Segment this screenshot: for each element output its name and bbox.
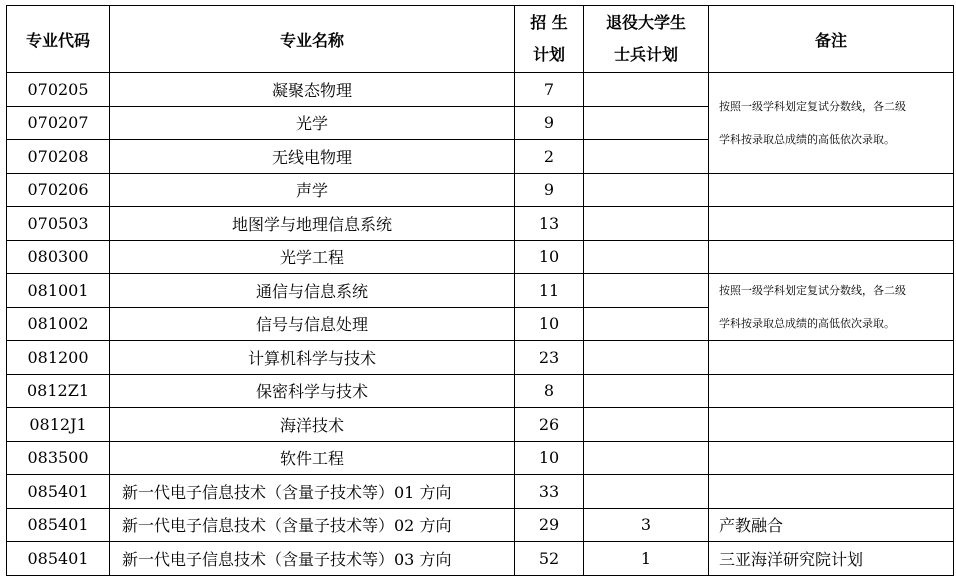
cell-code: 085401 bbox=[7, 475, 110, 509]
table-row bbox=[7, 441, 954, 475]
cell-plan: 8 bbox=[515, 374, 584, 408]
cell-note bbox=[709, 173, 954, 207]
cell-code: 0812Z1 bbox=[7, 374, 110, 408]
cell-veteran bbox=[584, 140, 709, 174]
cell-name: 新一代电子信息技术（含量子技术等）03 方向 bbox=[110, 542, 515, 576]
cell-plan: 23 bbox=[515, 341, 584, 375]
cell-name: 新一代电子信息技术（含量子技术等）01 方向 bbox=[110, 475, 515, 509]
table-row bbox=[7, 542, 954, 576]
header-note: 备注 bbox=[709, 6, 954, 73]
note-group-1-line2: 学科按录取总成绩的高低依次录取。 bbox=[719, 132, 895, 146]
cell-plan: 11 bbox=[515, 274, 584, 308]
table-row bbox=[7, 173, 954, 207]
cell-plan: 33 bbox=[515, 475, 584, 509]
note-group-1 bbox=[709, 73, 954, 174]
table-row bbox=[7, 341, 954, 375]
cell-plan: 10 bbox=[515, 307, 584, 341]
admissions-table bbox=[6, 5, 954, 576]
cell-veteran bbox=[584, 341, 709, 375]
header-veteran-line1: 退役大学生 bbox=[605, 13, 686, 32]
cell-veteran bbox=[584, 475, 709, 509]
table-row bbox=[7, 508, 954, 542]
table-row bbox=[7, 475, 954, 509]
header-name: 专业名称 bbox=[110, 6, 515, 73]
cell-veteran: 3 bbox=[584, 508, 709, 542]
cell-veteran bbox=[584, 274, 709, 308]
cell-name: 软件工程 bbox=[110, 441, 515, 475]
cell-code: 070206 bbox=[7, 173, 110, 207]
note-group-1-line1: 按照一级学科划定复试分数线，各二级 bbox=[719, 99, 906, 113]
header-veteran-line2: 士兵计划 bbox=[613, 45, 678, 64]
header-plan-line2: 计划 bbox=[532, 45, 565, 64]
cell-note bbox=[709, 408, 954, 442]
cell-name: 新一代电子信息技术（含量子技术等）02 方向 bbox=[110, 508, 515, 542]
cell-veteran bbox=[584, 173, 709, 207]
cell-name: 光学 bbox=[110, 106, 515, 140]
cell-code: 070503 bbox=[7, 207, 110, 241]
cell-code: 070207 bbox=[7, 106, 110, 140]
cell-veteran bbox=[584, 207, 709, 241]
cell-veteran bbox=[584, 307, 709, 341]
cell-code: 083500 bbox=[7, 441, 110, 475]
cell-code: 070208 bbox=[7, 140, 110, 174]
cell-plan: 29 bbox=[515, 508, 584, 542]
cell-veteran: 1 bbox=[584, 542, 709, 576]
cell-note: 产教融合 bbox=[709, 508, 954, 542]
note-group-2-line2: 学科按录取总成绩的高低依次录取。 bbox=[719, 317, 895, 330]
cell-name: 无线电物理 bbox=[110, 140, 515, 174]
cell-code: 081002 bbox=[7, 307, 110, 341]
cell-note bbox=[709, 207, 954, 241]
cell-code: 0812J1 bbox=[7, 408, 110, 442]
cell-plan: 10 bbox=[515, 240, 584, 274]
note-group-2-line1: 按照一级学科划定复试分数线，各二级 bbox=[719, 284, 906, 297]
cell-code: 085401 bbox=[7, 508, 110, 542]
cell-plan: 9 bbox=[515, 173, 584, 207]
cell-plan: 9 bbox=[515, 106, 584, 140]
cell-name: 通信与信息系统 bbox=[110, 274, 515, 308]
cell-code: 081001 bbox=[7, 274, 110, 308]
cell-plan: 26 bbox=[515, 408, 584, 442]
cell-name: 保密科学与技术 bbox=[110, 374, 515, 408]
cell-code: 070205 bbox=[7, 73, 110, 107]
cell-code: 081200 bbox=[7, 341, 110, 375]
cell-note bbox=[709, 441, 954, 475]
cell-plan: 10 bbox=[515, 441, 584, 475]
header-row bbox=[7, 6, 954, 73]
cell-plan: 7 bbox=[515, 73, 584, 107]
table-row bbox=[7, 274, 954, 308]
table-row bbox=[7, 408, 954, 442]
cell-name: 凝聚态物理 bbox=[110, 73, 515, 107]
cell-code: 085401 bbox=[7, 542, 110, 576]
cell-veteran bbox=[584, 240, 709, 274]
cell-name: 计算机科学与技术 bbox=[110, 341, 515, 375]
header-veteran bbox=[584, 6, 709, 73]
cell-note bbox=[709, 341, 954, 375]
cell-veteran bbox=[584, 374, 709, 408]
cell-name: 海洋技术 bbox=[110, 408, 515, 442]
cell-name: 信号与信息处理 bbox=[110, 307, 515, 341]
cell-note bbox=[709, 374, 954, 408]
cell-note bbox=[709, 240, 954, 274]
header-plan bbox=[515, 6, 584, 73]
cell-veteran bbox=[584, 408, 709, 442]
note-group-2 bbox=[709, 274, 954, 341]
cell-veteran bbox=[584, 106, 709, 140]
table-row bbox=[7, 240, 954, 274]
cell-name: 地图学与地理信息系统 bbox=[110, 207, 515, 241]
cell-code: 080300 bbox=[7, 240, 110, 274]
cell-plan: 2 bbox=[515, 140, 584, 174]
cell-plan: 13 bbox=[515, 207, 584, 241]
header-plan-line1: 招 生 bbox=[530, 13, 568, 32]
header-code: 专业代码 bbox=[7, 6, 110, 73]
cell-name: 声学 bbox=[110, 173, 515, 207]
cell-plan: 52 bbox=[515, 542, 584, 576]
table-row bbox=[7, 73, 954, 107]
cell-note: 三亚海洋研究院计划 bbox=[709, 542, 954, 576]
cell-note bbox=[709, 475, 954, 509]
table-row bbox=[7, 207, 954, 241]
cell-veteran bbox=[584, 73, 709, 107]
table-row bbox=[7, 374, 954, 408]
cell-veteran bbox=[584, 441, 709, 475]
cell-name: 光学工程 bbox=[110, 240, 515, 274]
